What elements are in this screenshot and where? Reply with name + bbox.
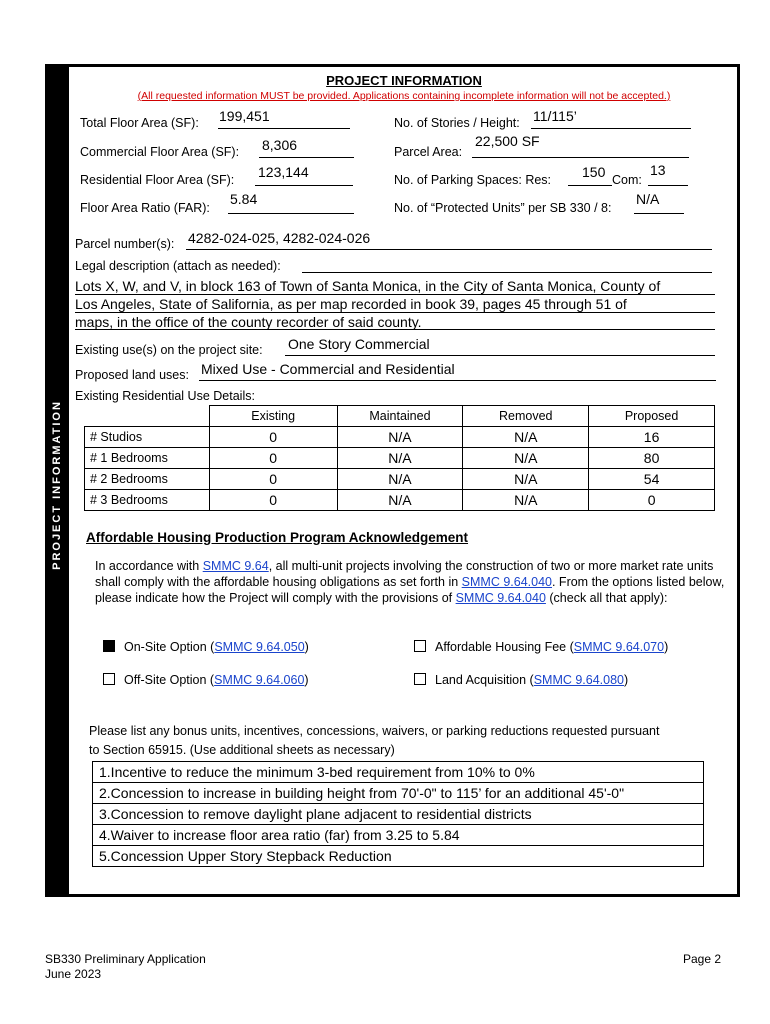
doc-name: SB330 Preliminary Application xyxy=(45,952,206,966)
sidebar-label: PROJECT INFORMATION xyxy=(51,400,64,570)
legal-description-label: Legal description (attach as needed): xyxy=(75,259,281,273)
protected-units-value[interactable]: N/A xyxy=(636,191,660,207)
row-label: # 1 Bedrooms xyxy=(85,448,210,469)
total-floor-area-value[interactable]: 199,451 xyxy=(219,108,270,124)
onsite-option-label: On-Site Option (SMMC 9.64.050) xyxy=(124,640,309,654)
residential-corner-cell xyxy=(85,406,210,427)
legal-description-line-2 xyxy=(75,312,715,313)
table-row xyxy=(85,448,715,469)
row-label: # 3 Bedrooms xyxy=(85,490,210,511)
cell[interactable]: 0 xyxy=(209,448,337,469)
table-row xyxy=(85,427,715,448)
affordable-heading: Affordable Housing Production Program Acknowledgement xyxy=(86,530,469,545)
affordable-text-3: . From the options listed below, please indicate how the Project will comply with the provisions of xyxy=(95,575,725,605)
cell[interactable]: 0 xyxy=(209,427,337,448)
affordable-text-1: In accordance with xyxy=(95,559,203,573)
total-floor-area-label: Total Floor Area (SF): xyxy=(80,116,199,130)
cell[interactable]: N/A xyxy=(337,469,463,490)
col-header-maintained: Maintained xyxy=(337,406,463,427)
land-option-label: Land Acquisition (SMMC 9.64.080) xyxy=(435,673,629,687)
table-row xyxy=(93,783,704,804)
affordable-text-2: , all multi-unit projects involving the construction of two or more market rate units shall comply with the affordable housing obligations as set forth in xyxy=(95,559,714,589)
bonus-item[interactable]: 5.Concession Upper Story Stepback Reduction xyxy=(93,846,704,867)
legal-description-line-3 xyxy=(75,329,715,330)
row-label: # Studios xyxy=(85,427,210,448)
bonus-item[interactable]: 3.Concession to remove daylight plane adjacent to residential districts xyxy=(93,804,704,825)
footer-left xyxy=(45,952,206,982)
stories-height-label: No. of Stories / Height: xyxy=(394,116,520,130)
smmc-964050-link[interactable]: SMMC 9.64.050 xyxy=(214,640,305,654)
row-label: # 2 Bedrooms xyxy=(85,469,210,490)
stories-height-value[interactable]: 11/115’ xyxy=(533,108,577,124)
residential-floor-area-label: Residential Floor Area (SF): xyxy=(80,173,235,187)
table-row xyxy=(85,490,715,511)
cell[interactable]: N/A xyxy=(463,448,589,469)
residential-floor-area-line xyxy=(255,185,353,186)
doc-date: June 2023 xyxy=(45,967,102,981)
cell[interactable]: N/A xyxy=(463,427,589,448)
bonus-item[interactable]: 1.Incentive to reduce the minimum 3-bed requirement from 10% to 0% xyxy=(93,762,704,783)
cell[interactable]: 16 xyxy=(589,427,715,448)
proposed-uses-line xyxy=(199,380,716,381)
parking-res-value[interactable]: 150 xyxy=(582,164,606,180)
cell[interactable]: 0 xyxy=(209,490,337,511)
parcel-numbers-value[interactable]: 4282-024-025, 4282-024-026 xyxy=(188,230,371,246)
table-row xyxy=(93,825,704,846)
residential-details-label: Existing Residential Use Details: xyxy=(75,389,255,403)
parking-com-line xyxy=(648,185,688,186)
fee-option-label: Affordable Housing Fee (SMMC 9.64.070) xyxy=(435,640,669,654)
parcel-area-label: Parcel Area: xyxy=(394,145,463,159)
cell[interactable]: 80 xyxy=(589,448,715,469)
parcel-numbers-label: Parcel number(s): xyxy=(75,237,175,251)
far-value[interactable]: 5.84 xyxy=(230,191,258,207)
cell[interactable]: 54 xyxy=(589,469,715,490)
col-header-proposed: Proposed xyxy=(589,406,715,427)
legal-description-line-0 xyxy=(302,272,712,273)
smmc-964-link[interactable]: SMMC 9.64 xyxy=(202,559,269,573)
legal-description-text-3[interactable]: maps, in the office of the county recorder of said county. xyxy=(75,314,422,330)
parcel-numbers-line xyxy=(186,249,712,250)
existing-uses-value[interactable]: One Story Commercial xyxy=(288,336,430,352)
protected-units-line xyxy=(634,213,684,214)
col-header-existing: Existing xyxy=(209,406,337,427)
parking-spaces-label: No. of Parking Spaces: Res: xyxy=(394,173,552,187)
affordable-text-4: (check all that apply): xyxy=(545,591,668,605)
protected-units-label: No. of “Protected Units” per SB 330 / 8: xyxy=(394,201,612,215)
bonus-table xyxy=(92,761,704,867)
parcel-area-value[interactable]: 22,500 SF xyxy=(475,133,540,149)
table-row xyxy=(93,804,704,825)
far-label: Floor Area Ratio (FAR): xyxy=(80,201,210,215)
col-header-removed: Removed xyxy=(463,406,589,427)
section-title: PROJECT INFORMATION xyxy=(326,73,482,88)
proposed-uses-value[interactable]: Mixed Use - Commercial and Residential xyxy=(201,361,455,377)
fee-checkbox[interactable] xyxy=(414,640,426,652)
legal-description-text-1[interactable]: Lots X, W, and V, in block 163 of Town of Santa Monica, in the City of Santa Monica, County of xyxy=(75,278,661,294)
commercial-floor-area-line xyxy=(259,157,354,158)
table-row xyxy=(85,469,715,490)
page-number: Page 2 xyxy=(683,952,722,966)
smmc-964060-link[interactable]: SMMC 9.64.060 xyxy=(214,673,305,687)
legal-description-text-2[interactable]: Los Angeles, State of Salifornia, as per map recorded in book 39, pages 45 through 51 of xyxy=(75,296,627,312)
offsite-option-label: Off-Site Option (SMMC 9.64.060) xyxy=(124,673,309,687)
stories-height-line xyxy=(531,128,691,129)
table-row xyxy=(93,762,704,783)
commercial-floor-area-value[interactable]: 8,306 xyxy=(262,137,298,153)
table-row xyxy=(93,846,704,867)
notice-text: (All requested information MUST be provided. Applications containing incomplete information will not be accepted.) xyxy=(137,90,671,102)
cell[interactable]: N/A xyxy=(337,427,463,448)
legal-description-line-1 xyxy=(75,294,715,295)
commercial-floor-area-label: Commercial Floor Area (SF): xyxy=(80,145,240,159)
existing-uses-line xyxy=(285,355,715,356)
bonus-instructions-2: to Section 65915. (Use additional sheets as necessary) xyxy=(89,743,395,757)
residential-table xyxy=(84,405,715,511)
total-floor-area-line xyxy=(218,128,350,129)
bonus-item[interactable]: 2.Concession to increase in building height from 70'-0" to 115’ for an additional 45'-0" xyxy=(93,783,704,804)
cell[interactable]: N/A xyxy=(463,469,589,490)
parking-res-line xyxy=(568,185,612,186)
affordable-paragraph xyxy=(95,558,735,606)
parking-com-value[interactable]: 13 xyxy=(650,162,666,178)
smmc-964040-link-2[interactable]: SMMC 9.64.040 xyxy=(455,591,546,605)
bonus-instructions-1: Please list any bonus units, incentives, concessions, waivers, or parking reductions requested pursuant xyxy=(89,724,660,738)
offsite-checkbox[interactable] xyxy=(103,673,115,685)
parking-com-label: Com: xyxy=(612,173,642,187)
smmc-964070-link[interactable]: SMMC 9.64.070 xyxy=(573,640,665,654)
bonus-item[interactable]: 4.Waiver to increase floor area ratio (far) from 3.25 to 5.84 xyxy=(93,825,704,846)
proposed-uses-label: Proposed land uses: xyxy=(75,368,189,382)
cell[interactable]: 0 xyxy=(589,490,715,511)
smmc-964080-link[interactable]: SMMC 9.64.080 xyxy=(533,673,625,687)
far-line xyxy=(228,213,354,214)
cell[interactable]: N/A xyxy=(463,490,589,511)
residential-floor-area-value[interactable]: 123,144 xyxy=(258,164,309,180)
cell[interactable]: 0 xyxy=(209,469,337,490)
land-checkbox[interactable] xyxy=(414,673,426,685)
cell[interactable]: N/A xyxy=(337,448,463,469)
existing-uses-label: Existing use(s) on the project site: xyxy=(75,343,263,357)
parcel-area-line xyxy=(472,157,689,158)
smmc-964040-link[interactable]: SMMC 9.64.040 xyxy=(461,575,552,589)
onsite-checkbox[interactable] xyxy=(103,640,115,652)
cell[interactable]: N/A xyxy=(337,490,463,511)
residential-header-row xyxy=(85,406,715,427)
